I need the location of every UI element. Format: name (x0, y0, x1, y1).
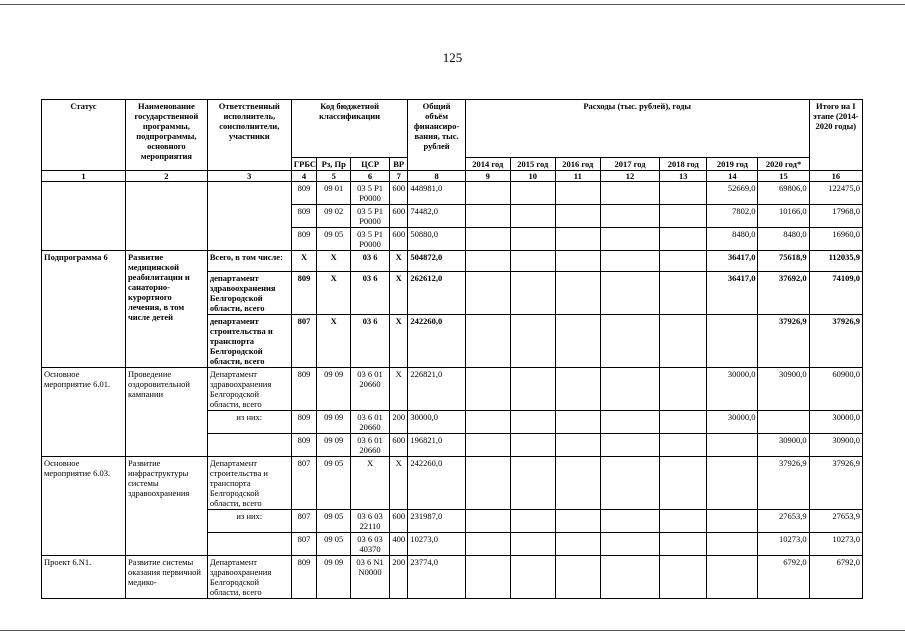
rzpr-cell: 09 05 (317, 457, 351, 510)
table-row (42, 457, 863, 510)
csr-cell: Х (351, 457, 390, 510)
status-cell: Подпрограмма 6 (42, 251, 126, 368)
sum-cell: 17968,0 (809, 205, 862, 228)
sum-cell: 37926,9 (809, 315, 862, 368)
total-cell: 10273,0 (408, 533, 465, 556)
executor-cell: Департамент здравоохранения Белгородской области, всего (207, 556, 291, 599)
executor-cell: из них: (207, 411, 291, 434)
col-number: 13 (660, 171, 707, 182)
y2019-cell: 36417,0 (707, 272, 758, 315)
column-number-row (42, 171, 863, 182)
total-cell: 262612,0 (408, 272, 465, 315)
total-cell: 504872,0 (408, 251, 465, 272)
total-cell: 231987,0 (408, 510, 465, 533)
csr-cell: 03 6 N1 N0000 (351, 556, 390, 599)
grbs-cell: Х (291, 251, 317, 272)
rzpr-cell: Х (317, 272, 351, 315)
y2020-cell: 37926,9 (758, 457, 809, 510)
sum-cell: 60900,0 (809, 368, 862, 411)
table-row (42, 368, 863, 411)
vr-cell: 600 (390, 228, 408, 251)
rzpr-cell: Х (317, 251, 351, 272)
executor-cell: Всего, в том числе: (207, 251, 291, 272)
csr-cell: 03 6 (351, 272, 390, 315)
grbs-cell: 809 (291, 368, 317, 411)
rzpr-cell: 09 05 (317, 228, 351, 251)
rzpr-cell: 09 09 (317, 556, 351, 599)
col-number: 4 (291, 171, 317, 182)
col-number: 12 (600, 171, 659, 182)
executor-cell (207, 533, 291, 556)
rzpr-cell: 09 09 (317, 434, 351, 457)
col-number: 15 (758, 171, 809, 182)
total-cell: 226821,0 (408, 368, 465, 411)
grbs-cell: 807 (291, 457, 317, 510)
table-row (42, 251, 863, 272)
total-cell: 242260,0 (408, 315, 465, 368)
rzpr-cell: 09 01 (317, 182, 351, 205)
col-number: 6 (351, 171, 390, 182)
header-executor: Ответственный исполнитель, соисполнители, участники (207, 100, 291, 171)
name-cell: Проведение оздоровительной кампании (125, 368, 207, 457)
grbs-cell: 807 (291, 510, 317, 533)
y2020-cell: 37926,9 (758, 315, 809, 368)
rzpr-cell: 09 05 (317, 510, 351, 533)
rzpr-cell: 09 09 (317, 368, 351, 411)
vr-cell: Х (390, 368, 408, 411)
col-number: 2 (125, 171, 207, 182)
sum-cell: 122475,0 (809, 182, 862, 205)
col-number: 5 (317, 171, 351, 182)
csr-cell: 03 5 Р1 Р0000 (351, 182, 390, 205)
grbs-cell: 809 (291, 411, 317, 434)
vr-cell: 600 (390, 434, 408, 457)
grbs-cell: 809 (291, 205, 317, 228)
vr-cell: Х (390, 457, 408, 510)
y2019-cell (707, 533, 758, 556)
y2020-cell: 30900,0 (758, 434, 809, 457)
y2019-cell: 8480,0 (707, 228, 758, 251)
y2020-cell: 30900,0 (758, 368, 809, 411)
vr-cell: 200 (390, 556, 408, 599)
col-number: 10 (510, 171, 555, 182)
csr-cell: 03 6 01 20660 (351, 368, 390, 411)
y2019-cell: 52669,0 (707, 182, 758, 205)
sum-cell: 74109,0 (809, 272, 862, 315)
header-total: Общий объём финансиро-вания, тыс. рублей (408, 100, 465, 171)
executor-cell: Департамент строительства и транспорта Белгородской области, всего (207, 457, 291, 510)
csr-cell: 03 6 (351, 315, 390, 368)
y2019-cell (707, 457, 758, 510)
name-cell (125, 182, 207, 251)
total-cell: 448981,0 (408, 182, 465, 205)
col-number: 8 (408, 171, 465, 182)
y2019-cell (707, 556, 758, 599)
header-year: 2014 год (465, 158, 510, 171)
vr-cell: 400 (390, 533, 408, 556)
header-expenses: Расходы (тыс. рублей), годы (465, 100, 809, 158)
csr-cell: 03 5 Р1 Р0000 (351, 228, 390, 251)
total-cell: 74482,0 (408, 205, 465, 228)
grbs-cell: 809 (291, 182, 317, 205)
rzpr-cell: 09 09 (317, 411, 351, 434)
executor-cell: Департамент здравоохранения Белгородской области, всего (207, 368, 291, 411)
y2019-cell: 36417,0 (707, 251, 758, 272)
y2020-cell: 69806,0 (758, 182, 809, 205)
col-number: 7 (390, 171, 408, 182)
status-cell: Основное мероприятие 6.01. (42, 368, 126, 457)
executor-cell: департамент строительства и транспорта Белгородской области, всего (207, 315, 291, 368)
grbs-cell: 807 (291, 315, 317, 368)
rzpr-cell: Х (317, 315, 351, 368)
grbs-cell: 809 (291, 434, 317, 457)
col-number: 9 (465, 171, 510, 182)
header-year: 2020 год* (758, 158, 809, 171)
sum-cell: 30900,0 (809, 434, 862, 457)
csr-cell: 03 6 01 20660 (351, 434, 390, 457)
y2020-cell: 6792,0 (758, 556, 809, 599)
vr-cell: 600 (390, 205, 408, 228)
status-cell: Проект 6.N1. (42, 556, 126, 599)
table-row (42, 556, 863, 599)
top-border (0, 4, 905, 5)
header-csr: ЦСР (351, 158, 390, 171)
executor-cell: из них: (207, 510, 291, 533)
header-year: 2016 год (555, 158, 600, 171)
header-budget-code: Код бюджетной классификации (291, 100, 408, 158)
header-year: 2017 год (600, 158, 659, 171)
budget-table (41, 99, 863, 599)
y2020-cell: 75618,9 (758, 251, 809, 272)
y2019-cell: 30000,0 (707, 368, 758, 411)
csr-cell: 03 6 03 22110 (351, 510, 390, 533)
sum-cell: 10273,0 (809, 533, 862, 556)
vr-cell: 600 (390, 510, 408, 533)
sum-cell: 16960,0 (809, 228, 862, 251)
sum-cell: 112035,9 (809, 251, 862, 272)
csr-cell: 03 6 01 20660 (351, 411, 390, 434)
y2020-cell: 37692,0 (758, 272, 809, 315)
vr-cell: 600 (390, 182, 408, 205)
header-stage-total: Итого на I этапе (2014-2020 годы) (809, 100, 862, 171)
csr-cell: 03 6 03 40370 (351, 533, 390, 556)
col-number: 1 (42, 171, 126, 182)
name-cell: Развитие медицинской реабилитации и санаторно-курортного лечения, в том числе детей (125, 251, 207, 368)
sum-cell: 30000,0 (809, 411, 862, 434)
sum-cell: 27653,9 (809, 510, 862, 533)
vr-cell: 200 (390, 411, 408, 434)
header-vr: ВР (390, 158, 408, 171)
vr-cell: Х (390, 251, 408, 272)
y2019-cell (707, 510, 758, 533)
total-cell: 242260,0 (408, 457, 465, 510)
table-row (42, 182, 863, 205)
total-cell: 50880,0 (408, 228, 465, 251)
grbs-cell: 809 (291, 556, 317, 599)
name-cell: Развитие системы оказания первичной медико- (125, 556, 207, 599)
executor-cell: департамент здравоохранения Белгородской области, всего (207, 272, 291, 315)
name-cell: Развитие инфраструктуры системы здравоохранения (125, 457, 207, 556)
y2020-cell: 10273,0 (758, 533, 809, 556)
y2020-cell: 10166,0 (758, 205, 809, 228)
sum-cell: 6792,0 (809, 556, 862, 599)
total-cell: 30000,0 (408, 411, 465, 434)
y2019-cell: 7802,0 (707, 205, 758, 228)
header-year: 2015 год (510, 158, 555, 171)
executor-cell (207, 434, 291, 457)
header-rzpr: Рз, Пр (317, 158, 351, 171)
executor-cell (207, 182, 291, 251)
y2020-cell: 8480,0 (758, 228, 809, 251)
grbs-cell: 809 (291, 272, 317, 315)
status-cell (42, 182, 126, 251)
grbs-cell: 809 (291, 228, 317, 251)
y2019-cell: 30000,0 (707, 411, 758, 434)
sum-cell: 37926,9 (809, 457, 862, 510)
vr-cell: Х (390, 315, 408, 368)
y2019-cell (707, 434, 758, 457)
vr-cell: Х (390, 272, 408, 315)
col-number: 14 (707, 171, 758, 182)
total-cell: 23774,0 (408, 556, 465, 599)
bottom-border (0, 630, 905, 631)
total-cell: 196821,0 (408, 434, 465, 457)
col-number: 16 (809, 171, 862, 182)
header-name: Наименование государственной программы, подпрограммы, основного мероприятия (125, 100, 207, 171)
csr-cell: 03 5 Р1 Р0000 (351, 205, 390, 228)
rzpr-cell: 09 02 (317, 205, 351, 228)
y2020-cell (758, 411, 809, 434)
y2020-cell: 27653,9 (758, 510, 809, 533)
grbs-cell: 807 (291, 533, 317, 556)
col-number: 3 (207, 171, 291, 182)
header-year: 2019 год (707, 158, 758, 171)
status-cell: Основное мероприятие 6.03. (42, 457, 126, 556)
y2019-cell (707, 315, 758, 368)
page-number: 125 (442, 50, 463, 65)
header-grbs: ГРБС (291, 158, 317, 171)
header-status: Статус (42, 100, 126, 171)
header-year: 2018 год (660, 158, 707, 171)
rzpr-cell: 09 05 (317, 533, 351, 556)
col-number: 11 (555, 171, 600, 182)
csr-cell: 03 6 (351, 251, 390, 272)
